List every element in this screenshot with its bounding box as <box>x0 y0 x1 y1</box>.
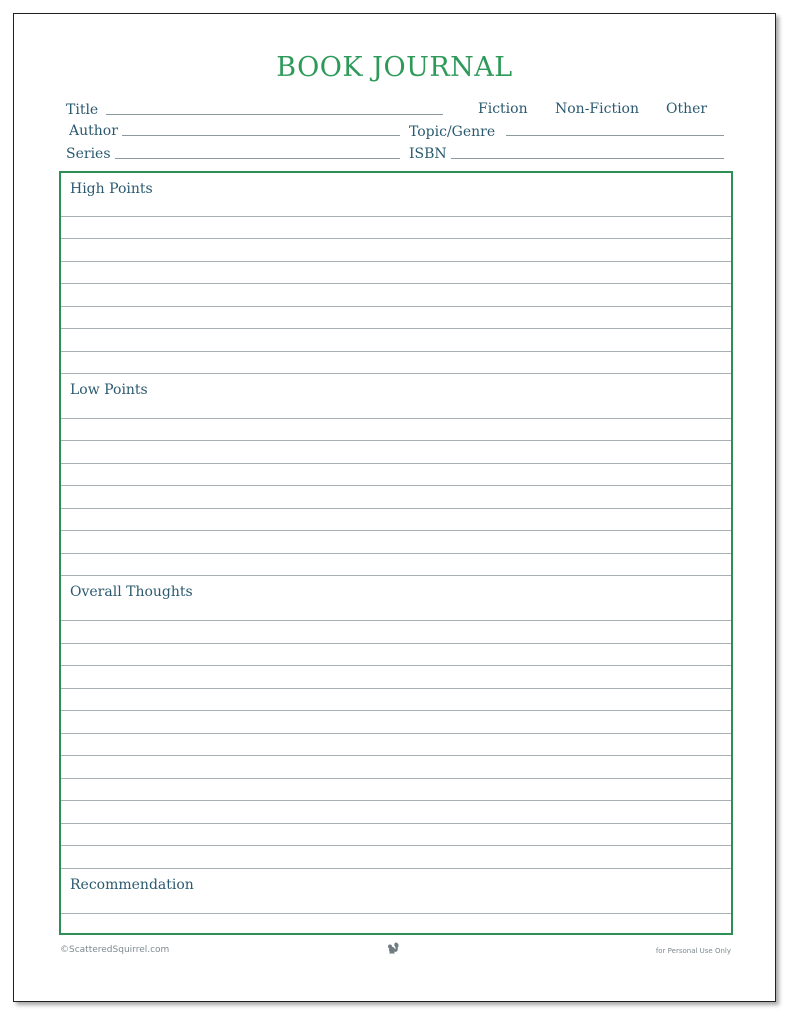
writing-line[interactable] <box>61 643 731 644</box>
writing-line[interactable] <box>61 688 731 689</box>
writing-line[interactable] <box>61 913 731 914</box>
writing-line[interactable] <box>61 283 731 284</box>
writing-line[interactable] <box>61 418 731 419</box>
non-fiction-option[interactable]: Non-Fiction <box>555 101 640 117</box>
writing-line[interactable] <box>61 553 731 554</box>
isbn-label: ISBN <box>409 146 447 162</box>
writing-line[interactable] <box>61 216 731 217</box>
writing-line[interactable] <box>61 463 731 464</box>
author-label: Author <box>69 123 118 139</box>
section-divider <box>61 575 731 576</box>
low-points-label: Low Points <box>70 382 148 398</box>
writing-line[interactable] <box>61 823 731 824</box>
writing-line[interactable] <box>61 261 731 262</box>
title-label: Title <box>66 102 99 118</box>
writing-line[interactable] <box>61 328 731 329</box>
series-label: Series <box>66 146 111 162</box>
writing-line[interactable] <box>61 710 731 711</box>
personal-use-notice: for Personal Use Only <box>655 947 731 955</box>
squirrel-icon <box>386 940 400 959</box>
other-option[interactable]: Other <box>666 101 708 117</box>
writing-line[interactable] <box>61 778 731 779</box>
writing-line[interactable] <box>61 508 731 509</box>
journal-page <box>13 13 776 1002</box>
topic-genre-label: Topic/Genre <box>409 124 496 140</box>
title-field[interactable] <box>106 114 443 115</box>
writing-line[interactable] <box>61 755 731 756</box>
writing-line[interactable] <box>61 485 731 486</box>
high-points-label: High Points <box>70 181 153 197</box>
writing-line[interactable] <box>61 440 731 441</box>
writing-line[interactable] <box>61 530 731 531</box>
copyright-text: ©ScatteredSquirrel.com <box>60 945 170 955</box>
writing-line[interactable] <box>61 800 731 801</box>
topic-genre-field[interactable] <box>506 135 724 136</box>
series-field[interactable] <box>115 158 400 159</box>
section-divider <box>61 373 731 374</box>
writing-line[interactable] <box>61 733 731 734</box>
page-title: BOOK JOURNAL <box>276 52 513 83</box>
writing-line[interactable] <box>61 306 731 307</box>
recommendation-label: Recommendation <box>70 877 194 893</box>
fiction-option[interactable]: Fiction <box>478 101 528 117</box>
writing-line[interactable] <box>61 620 731 621</box>
overall-thoughts-label: Overall Thoughts <box>70 584 193 600</box>
journal-box <box>59 171 733 935</box>
author-field[interactable] <box>122 135 400 136</box>
isbn-field[interactable] <box>451 158 724 159</box>
section-divider <box>61 868 731 869</box>
writing-line[interactable] <box>61 665 731 666</box>
writing-line[interactable] <box>61 351 731 352</box>
writing-line[interactable] <box>61 845 731 846</box>
writing-line[interactable] <box>61 238 731 239</box>
